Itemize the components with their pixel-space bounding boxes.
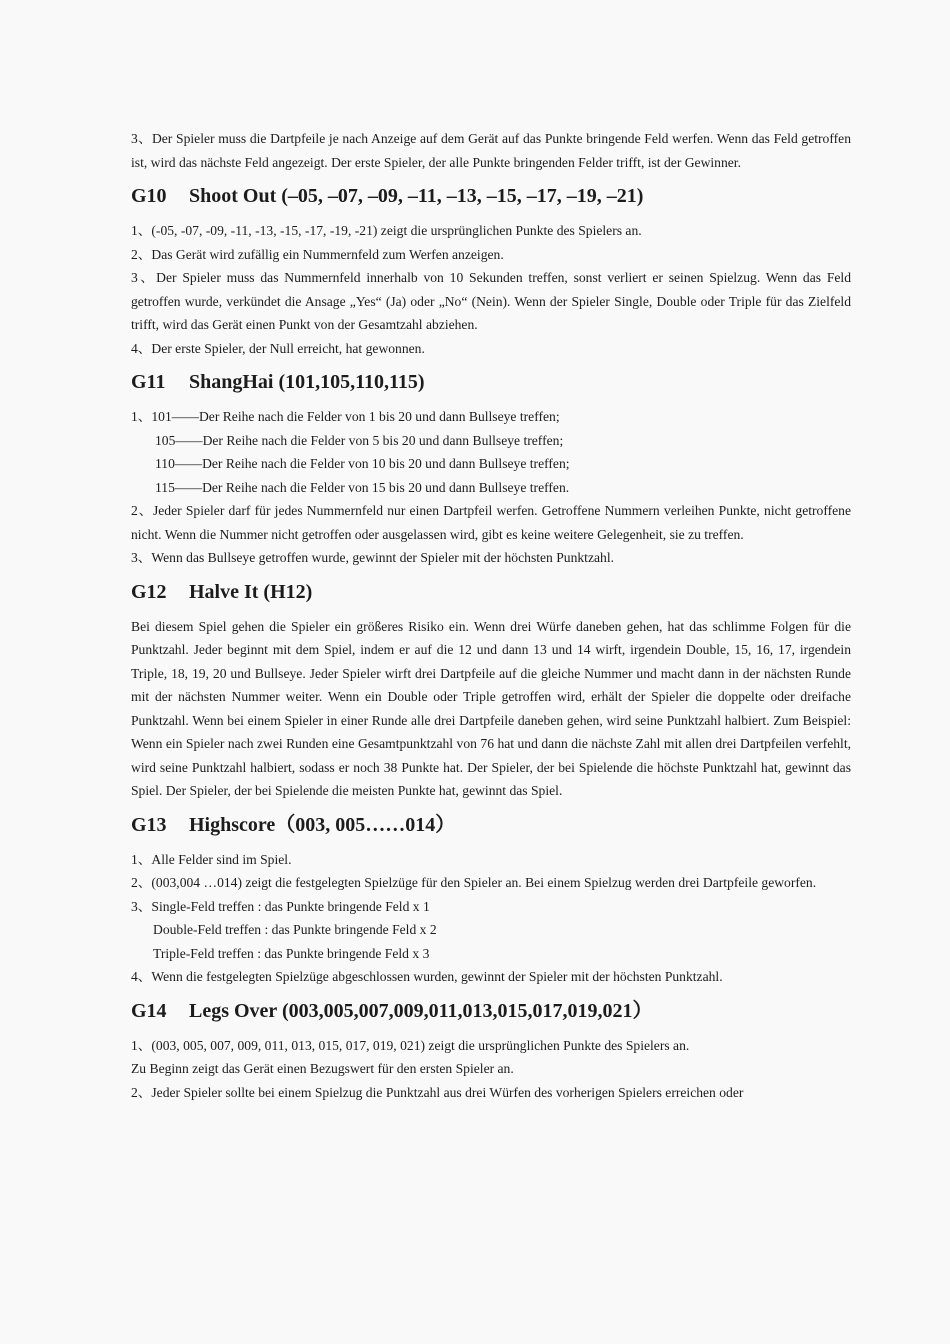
g13-paragraph-1: 1、Alle Felder sind im Spiel. [131,851,292,867]
g11-paragraph-2: 2、Jeder Spieler darf für jedes Nummernfeld nur einen Dartpfeil werfen. Getroffene Nummern verleihen Punkte, nicht getroffene nicht. Wenn die Nummer nicht getroffen oder ausgelassen wird, gibt es keine weitere Gelegenheit, sie zu treffen. [131,503,851,542]
g14-paragraph-1b: Zu Beginn zeigt das Gerät einen Bezugswert für den ersten Spieler an. [131,1061,514,1076]
heading-title: Halve It (H12) [189,580,313,603]
g14-paragraph-1: 1、(003, 005, 007, 009, 011, 013, 015, 017, 019, 021) zeigt die ursprünglichen Punkte des Spielers an. [131,1037,690,1053]
g13-paragraph-3: 3、Single-Feld treffen : das Punkte bringende Feld x 1 [131,898,430,914]
intro-paragraph-3: 3、Der Spieler muss die Dartpfeile je nach Anzeige auf dem Gerät auf das Punkte bringende Feld werfen. Wenn das Feld getroffen ist, wird das nächste Feld angezeigt. Der erste Spieler, der alle Punkte bringenden Felder trifft, ist der Gewinner. [131,131,851,170]
heading-code: G11 [131,371,166,393]
g10-paragraph-2: 2、Das Gerät wird zufällig ein Nummernfeld zum Werfen anzeigen. [131,246,504,262]
heading-code: G13 [131,813,167,836]
g11-paragraph-3: 3、Wenn das Bullseye getroffen wurde, gewinnt der Spieler mit der höchsten Punktzahl. [131,550,615,565]
heading-g10 [131,183,851,209]
g11-paragraph-1: 1、101——Der Reihe nach die Felder von 1 bis 20 und dann Bullseye treffen; [131,409,560,424]
g11-paragraph-1b: 105——Der Reihe nach die Felder von 5 bis 20 und dann Bullseye treffen; [155,432,564,448]
g10-paragraph-1: 1、(-05, -07, -09, -11, -13, -15, -17, -19, -21) zeigt die ursprünglichen Punkte des Spielers an. [131,223,642,238]
heading-code: G14 [131,999,167,1022]
heading-title: ShangHai (101,105,110,115) [189,371,425,393]
g10-paragraph-4: 4、Der erste Spieler, der Null erreicht, hat gewonnen. [131,340,425,356]
heading-g14 [131,998,851,1024]
heading-g12 [131,579,851,605]
g12-paragraph-1: Bei diesem Spiel gehen die Spieler ein größeres Risiko ein. Wenn drei Würfe daneben gehen, hat das schlimme Folgen für die Punktzahl. Jeder beginnt mit dem Spiel, indem er auf die 12 und dann 13 und 14 wirft, irgendein Double, 15, 16, 17, irgendein Triple, 18, 19, 20 und Bullseye. Jeder Spieler wirft drei Dartpfeile auf die gleiche Nummer und macht dann in der nächsten Runde mit der nächsten Nummer weiter. Wenn ein Double oder Triple getroffen wird, erhält der Spieler die doppelte oder dreifache Punktzahl. Wenn bei einem Spieler in einer Runde alle drei Dartpfeile daneben gehen, wird seine Punktzahl halbiert. Zum Beispiel: Wenn ein Spieler nach zwei Runden eine Gesamtpunktzahl von 76 hat und dann die nächste Zahl mit allen drei Dartpfeilen verfehlt, wird seine Punktzahl halbiert, sodass er noch 38 Punkte hat. Der Spieler, der bei Spielende die höchste Punktzahl hat, gewinnt das Spiel. Der Spieler, der bei Spielende die meisten Punkte hat, gewinnt das Spiel. [131,618,851,798]
g13-paragraph-2: 2、(003,004 …014) zeigt die festgelegten Spielzüge für den Spieler an. Bei einem Spielzug werden drei Dartpfeile geworfen. [131,875,817,890]
heading-code: G10 [131,185,167,207]
page-content [131,127,851,1104]
g11-paragraph-1d: 115——Der Reihe nach die Felder von 15 bis 20 und dann Bullseye treffen. [155,479,570,495]
heading-g11 [131,369,851,395]
heading-title: Legs Over (003,005,007,009,011,013,015,017,019,021） [189,999,653,1022]
heading-g13 [131,812,851,838]
heading-title: Highscore（003, 005……014） [189,813,456,836]
g10-paragraph-3: 3、Der Spieler muss das Nummernfeld innerhalb von 10 Sekunden treffen, sonst verliert er seinen Spielzug. Wenn das Feld getroffen wurde, verkündet die Ansage „Yes“ (Ja) oder „No“ (Nein). Wenn der Spieler Single, Double oder Triple für das Zielfeld trifft, wird das Gerät einen Punkt von der Gesamtzahl abziehen. [131,270,851,332]
heading-code: G12 [131,580,167,603]
g13-paragraph-3c: Triple-Feld treffen : das Punkte bringende Feld x 3 [153,945,430,961]
g14-paragraph-2: 2、Jeder Spieler sollte bei einem Spielzug die Punktzahl aus drei Würfen des vorherigen Spielers erreichen oder [131,1084,744,1100]
g13-paragraph-4: 4、Wenn die festgelegten Spielzüge abgeschlossen wurden, gewinnt der Spieler mit der höchsten Punktzahl. [131,969,723,984]
heading-title: Shoot Out (–05, –07, –09, –11, –13, –15, –17, –19, –21) [189,185,644,207]
g13-paragraph-3b: Double-Feld treffen : das Punkte bringende Feld x 2 [153,922,437,937]
g11-paragraph-1c: 110——Der Reihe nach die Felder von 10 bis 20 und dann Bullseye treffen; [155,456,570,471]
